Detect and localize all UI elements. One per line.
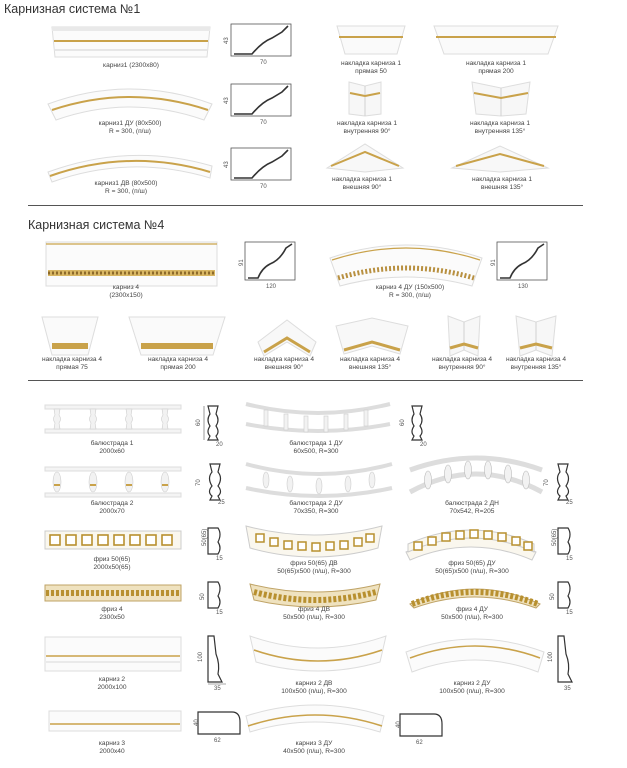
profile-drawing	[222, 146, 294, 190]
frieze4-image	[44, 584, 182, 602]
caption: фриз 4 ДУ 50х500 (п/ш), R=300	[441, 606, 503, 621]
divider	[28, 205, 583, 206]
profile-drawing	[544, 634, 584, 690]
cornice1-dv-arc-image	[44, 142, 216, 184]
svg-text:35: 35	[214, 686, 221, 692]
profile-drawing	[194, 462, 236, 504]
frieze50-image	[44, 530, 182, 550]
profile-drawing	[398, 404, 438, 448]
caption: накладка карниза 4 внешняя 90°	[253, 356, 315, 371]
svg-text:15: 15	[216, 610, 223, 616]
cornice4-du-arc-image	[326, 238, 486, 290]
overlay4-outer135-image	[334, 316, 410, 358]
svg-text:25: 25	[566, 500, 573, 506]
cornice2-image	[44, 636, 182, 672]
cornice3-image	[48, 710, 182, 732]
cornice2-dv-image	[248, 630, 388, 680]
caption: накладка карниза 4 внешняя 135°	[339, 356, 401, 371]
svg-text:35: 35	[564, 686, 571, 692]
caption: фриз 50(65) 2000х50(65)	[93, 556, 131, 571]
svg-text:60: 60	[400, 419, 406, 426]
caption: балюстрада 2 2000х70	[90, 500, 134, 515]
svg-text:15: 15	[566, 610, 573, 616]
caption: карниз 3 2000х40	[98, 740, 126, 755]
svg-text:100: 100	[548, 651, 554, 662]
caption: балюстрада 1 ДУ 60х500, R=300	[289, 440, 343, 455]
caption: накладка карниза 1 прямая 50	[340, 60, 402, 75]
overlay1-outer90-image	[325, 140, 405, 174]
svg-text:70: 70	[544, 479, 550, 486]
caption: накладка карниза 4 прямая 200	[147, 356, 209, 371]
profile-drawing	[194, 404, 234, 448]
svg-text:130: 130	[518, 284, 529, 290]
profile-drawing	[392, 710, 448, 746]
caption: карниз1 (2300х80)	[103, 62, 159, 69]
caption: карниз 2 ДВ 100х500 (п/ш), R=300	[281, 680, 347, 695]
caption: балюстрада 2 ДУ 70х350, R=300	[289, 500, 343, 515]
svg-text:25: 25	[218, 500, 225, 506]
caption: накладка карниза 4 внутренняя 135°	[505, 356, 567, 371]
cornice4-straight-image	[44, 240, 219, 288]
caption: накладка карниза 1 внутренняя 90°	[336, 120, 398, 135]
divider	[28, 380, 583, 381]
caption: карниз1 ДУ (80х500) R = 300, (п/ш)	[98, 120, 162, 135]
svg-text:70: 70	[260, 60, 267, 66]
overlay4-outer90-image	[254, 318, 320, 358]
balustrade2-du-image	[244, 460, 394, 502]
svg-text:40: 40	[194, 719, 200, 726]
svg-text:15: 15	[216, 556, 223, 562]
balustrade1-image	[44, 404, 182, 434]
overlay4-inner135-image	[514, 314, 558, 358]
cornice3-du-image	[244, 702, 386, 738]
caption: балюстрада 1 2000х60	[90, 440, 134, 455]
balustrade2-image	[44, 466, 182, 498]
svg-text:43: 43	[224, 97, 230, 104]
cornice2-du-image	[404, 632, 546, 676]
svg-text:62: 62	[416, 740, 423, 746]
overlay1-outer135-image	[450, 142, 550, 174]
caption: карниз 2 2000х100	[97, 676, 127, 691]
svg-text:91: 91	[239, 259, 245, 266]
caption: фриз 4 ДВ 50х500 (п/ш), R=300	[283, 606, 345, 621]
svg-text:50: 50	[550, 593, 556, 600]
svg-text:62: 62	[214, 738, 221, 744]
caption: накладка карниза 4 внутренняя 90°	[431, 356, 493, 371]
svg-text:100: 100	[198, 651, 204, 662]
caption: фриз 50(65) ДУ 50(65)х500 (п/ш), R=300	[435, 560, 509, 575]
svg-text:60: 60	[196, 419, 202, 426]
svg-text:50: 50	[200, 593, 206, 600]
profile-drawing	[544, 526, 582, 560]
profile-drawing	[236, 240, 298, 290]
cornice1-du-arc-image	[44, 78, 216, 124]
svg-text:70: 70	[196, 479, 202, 486]
profile-drawing	[194, 634, 234, 690]
frieze50-du-image	[404, 520, 538, 562]
balustrade2-dn-image	[408, 452, 544, 504]
profile-drawing	[194, 526, 232, 560]
svg-text:50(65): 50(65)	[552, 528, 558, 546]
svg-text:43: 43	[224, 37, 230, 44]
balustrade1-du-image	[244, 400, 392, 436]
svg-text:70: 70	[260, 120, 267, 126]
svg-text:20: 20	[216, 442, 223, 448]
profile-drawing	[544, 580, 582, 614]
caption: фриз 4 2300х50	[99, 606, 125, 621]
section1-title: Карнизная система №1	[4, 2, 141, 16]
caption: фриз 50(65) ДВ 50(65)х500 (п/ш), R=300	[277, 560, 351, 575]
svg-text:120: 120	[266, 284, 277, 290]
profile-drawing	[222, 22, 294, 66]
caption: накладка карниза 1 внутренняя 135°	[469, 120, 531, 135]
overlay4-inner90-image	[444, 314, 484, 358]
overlay4-straight75-image	[40, 315, 100, 357]
svg-text:20: 20	[420, 442, 427, 448]
svg-text:15: 15	[566, 556, 573, 562]
caption: карниз 4 (2300х150)	[109, 284, 143, 299]
overlay4-straight200-image	[127, 315, 227, 357]
profile-drawing	[222, 82, 294, 126]
svg-text:91: 91	[491, 259, 497, 266]
caption: балюстрада 2 ДН 70х542, R=205	[445, 500, 499, 515]
svg-text:43: 43	[224, 161, 230, 168]
caption: карниз 2 ДУ 100х500 (п/ш), R=300	[439, 680, 505, 695]
overlay1-inner135-image	[470, 80, 532, 118]
caption: карниз 4 ДУ (150х500) R = 300, (п/ш)	[375, 284, 445, 299]
overlay1-straight200-image	[432, 24, 560, 56]
section4-title: Карнизная система №4	[28, 218, 165, 232]
caption: накладка карниза 1 прямая 200	[465, 60, 527, 75]
profile-drawing	[542, 462, 584, 504]
caption: накладка карниза 1 внешняя 135°	[471, 176, 533, 191]
caption: карниз 3 ДУ 40х500 (п/ш), R=300	[283, 740, 345, 755]
caption: накладка карниза 1 внешняя 90°	[331, 176, 393, 191]
svg-text:40: 40	[396, 721, 402, 728]
svg-text:50(65): 50(65)	[202, 528, 208, 546]
caption: карниз1 ДВ (80х500) R = 300, (п/ш)	[94, 180, 158, 195]
profile-drawing	[190, 708, 246, 744]
svg-text:70: 70	[260, 184, 267, 190]
profile-drawing	[194, 580, 232, 614]
overlay1-straight50-image	[335, 24, 407, 56]
cornice1-straight-image	[50, 24, 212, 60]
profile-drawing	[488, 240, 550, 290]
caption: накладка карниза 4 прямая 75	[41, 356, 103, 371]
overlay1-inner90-image	[345, 80, 385, 118]
